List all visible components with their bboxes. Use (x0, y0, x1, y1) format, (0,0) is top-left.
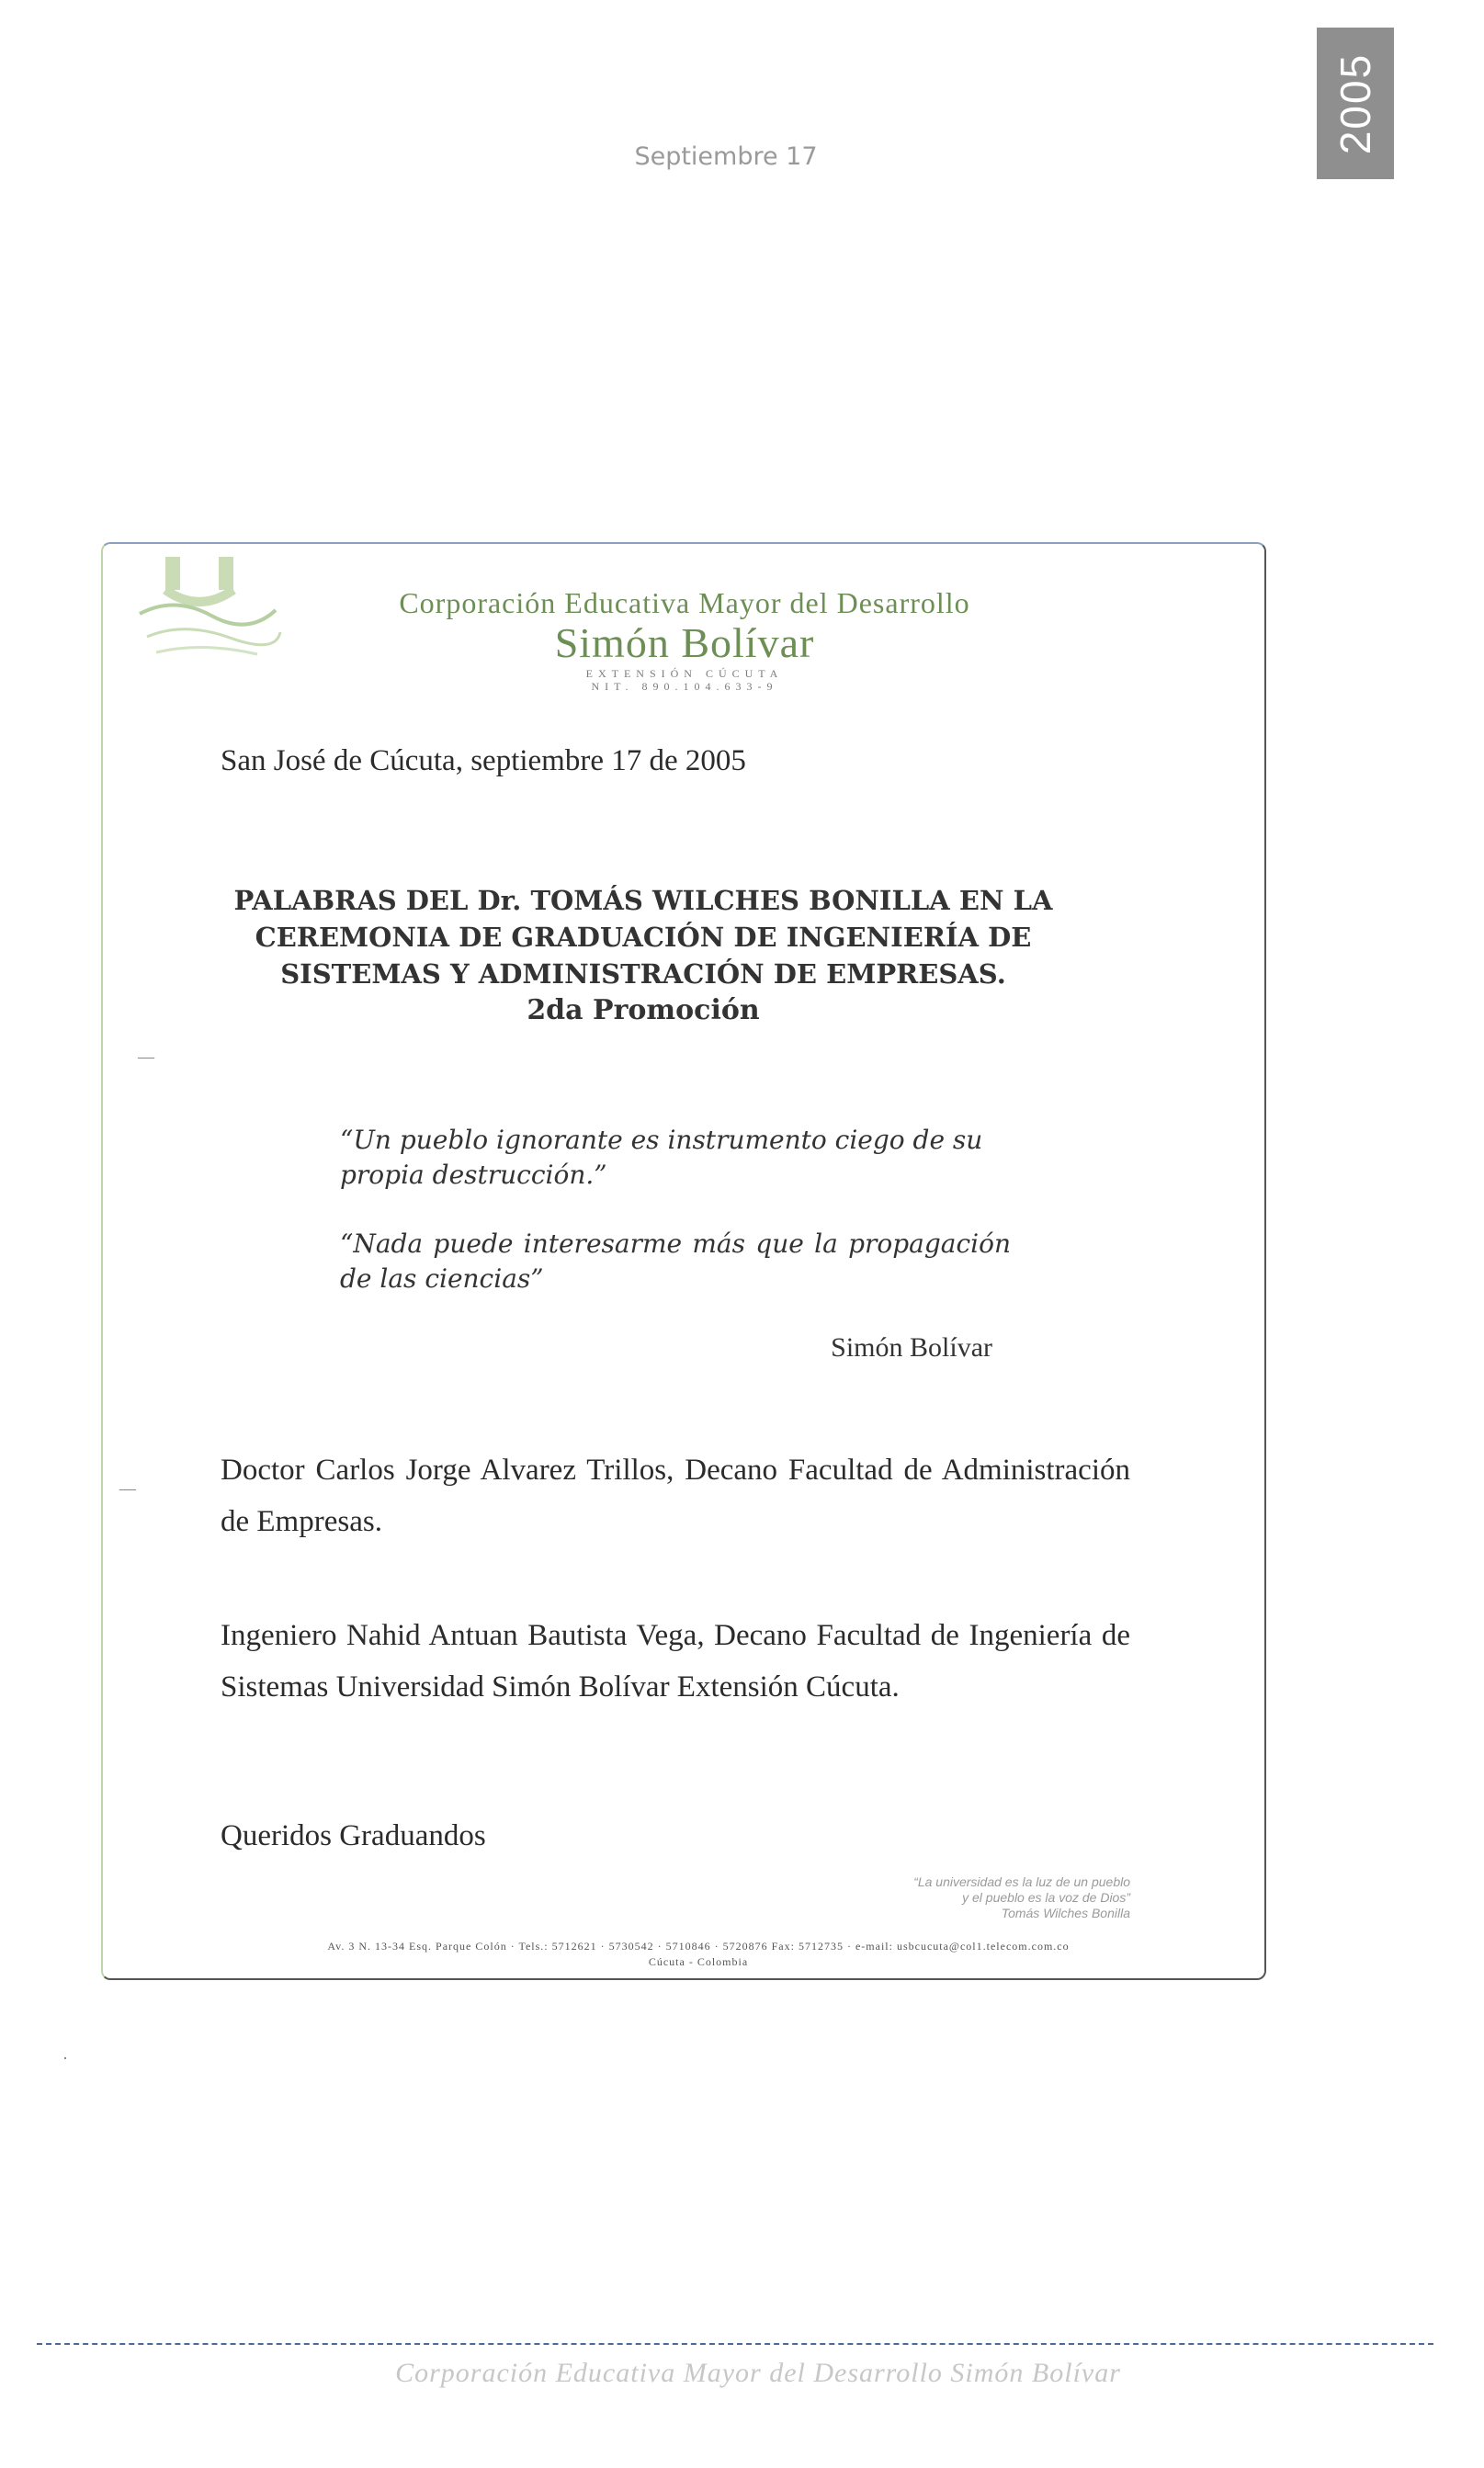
letterhead (303, 586, 1066, 693)
motto-line: Tomás Wilches Bonilla (1001, 1906, 1130, 1920)
title-line: SISTEMAS Y ADMINISTRACIÓN DE EMPRESAS. (280, 958, 1006, 990)
nit-line: NIT. 890.104.633-9 (591, 680, 778, 693)
year-tab (1317, 28, 1394, 179)
quote-author: Simón Bolívar (831, 1332, 992, 1363)
quote-sciences: “Nada puede interesarme más que la propagación de las ciencias” (340, 1228, 1011, 1294)
title-line: CEREMONIA DE GRADUACIÓN DE INGENIERÍA DE (255, 922, 1032, 953)
address-line: Av. 3 N. 13-34 Esq. Parque Colón · Tels.: 5712621 · 5730542 · 5710846 · 5720876 Fax: 5712735 · e-mail: usbcucuta@col1.telecom.com.co (327, 1940, 1070, 1953)
motto-line: y el pueblo es la voz de Dios” (962, 1890, 1130, 1905)
speech-title (184, 882, 1103, 1029)
greeting-dean-systems: Ingeniero Nahid Antuan Bautista Vega, Decano Facultad de Ingeniería de Sistemas Universidad Simón Bolívar Extensión Cúcuta. (221, 1619, 1130, 1704)
quote-ignorance: “Un pueblo ignorante es instrumento ciego de su propia destrucción.” (340, 1125, 983, 1190)
salutation: Queridos Graduandos (221, 1819, 486, 1852)
letter-date: San José de Cúcuta, septiembre 17 de 2005 (221, 744, 746, 777)
margin-mark: — (119, 1479, 136, 1498)
margin-mark: — (138, 1047, 154, 1066)
promotion-label: 2da Promoción (527, 994, 760, 1026)
institutional-motto (855, 1874, 1130, 1921)
year-label: 2005 (1331, 52, 1379, 154)
letter-address (156, 1939, 1240, 1970)
margin-mark: · (62, 2049, 68, 2067)
institution-brand: Simón Bolívar (554, 619, 815, 666)
motto-line: “La universidad es la luz de un pueblo (913, 1874, 1130, 1889)
title-line: PALABRAS DEL Dr. TOMÁS WILCHES BONILLA EN LA (233, 885, 1053, 916)
address-line: Cúcuta - Colombia (648, 1955, 749, 1968)
university-logo-icon (129, 549, 285, 669)
extension-line: EXTENSIÓN CÚCUTA (585, 667, 784, 680)
page-date: Septiembre 17 (634, 142, 818, 171)
footer-text: Corporación Educativa Mayor del Desarrollo Simón Bolívar (395, 2358, 1121, 2388)
greeting-dean-administration: Doctor Carlos Jorge Alvarez Trillos, Decano Facultad de Administración de Empresas. (221, 1454, 1130, 1538)
institution-name: Corporación Educativa Mayor del Desarrollo (399, 586, 970, 619)
footer-rule (37, 2343, 1433, 2345)
